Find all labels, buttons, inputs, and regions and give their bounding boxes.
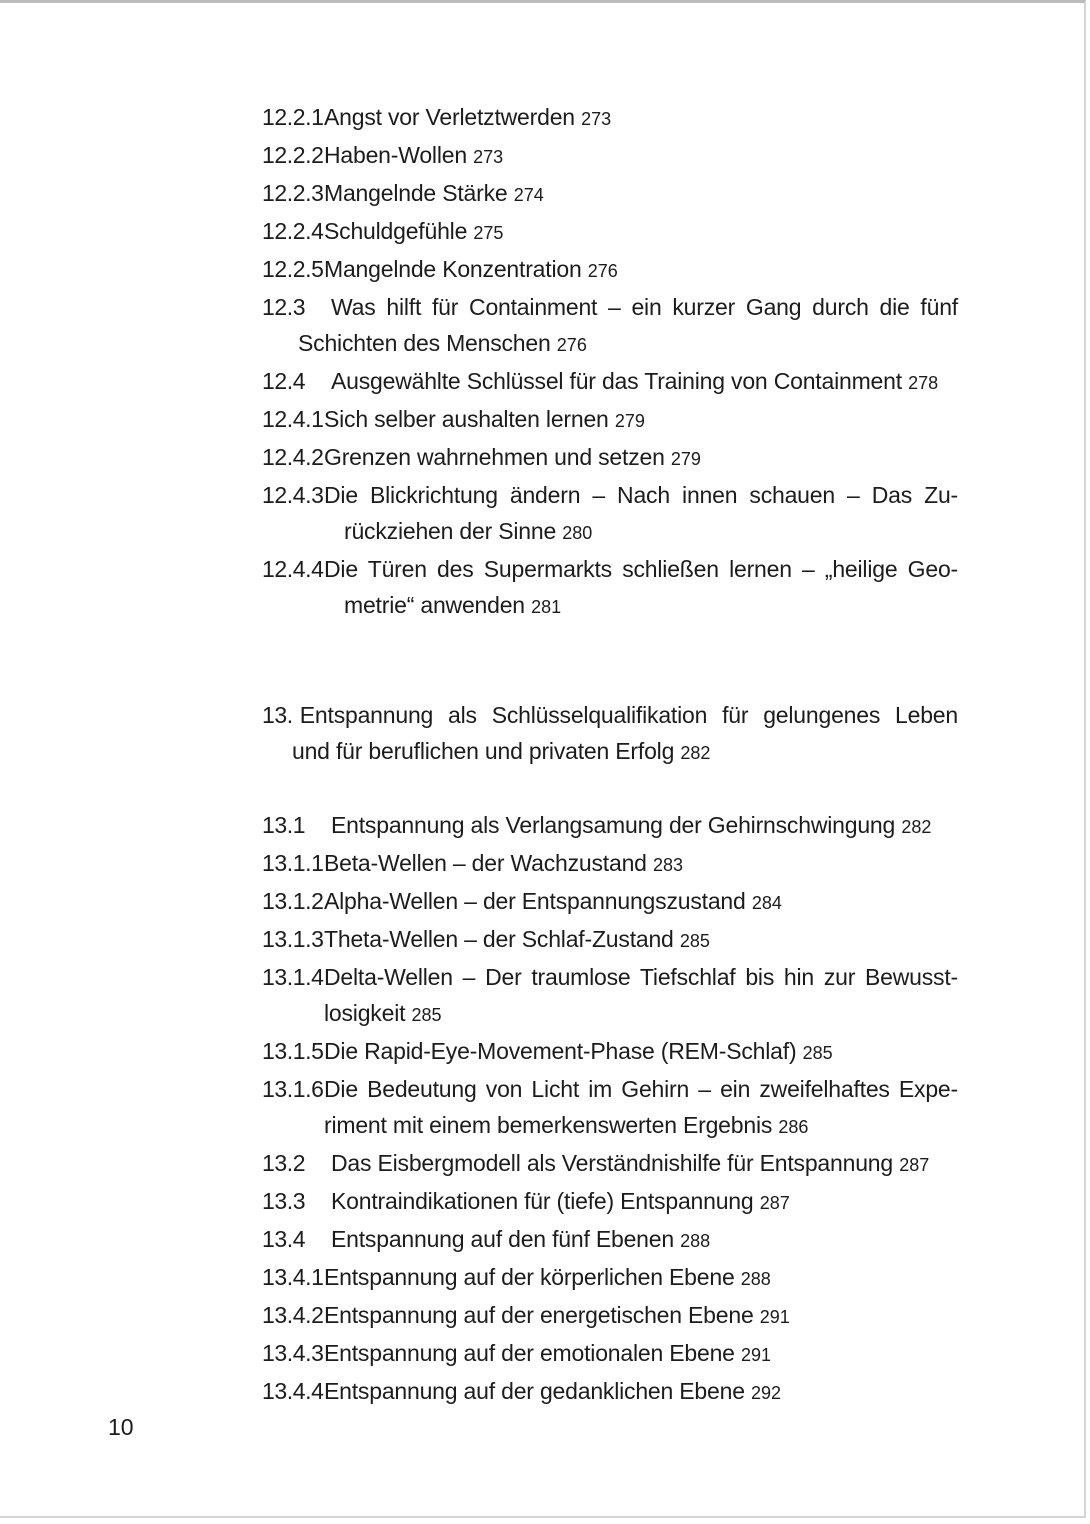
toc-entry-title: Delta-Wellen – Der traumlose Tiefschlaf bis hin zur Bewusst- — [324, 964, 958, 990]
toc-page-ref: 275 — [473, 223, 504, 243]
toc-entry-number: 12.2.2 — [262, 142, 324, 168]
toc-entry[interactable] — [262, 697, 958, 771]
toc-page-ref: 282 — [680, 743, 711, 763]
toc-entry-number: 13.4.4 — [262, 1378, 324, 1404]
toc-page-ref: 288 — [740, 1269, 771, 1289]
toc-entry-line — [262, 1033, 958, 1071]
toc-page-ref: 283 — [652, 855, 684, 875]
toc-entry-line — [262, 99, 958, 137]
toc-entry-line — [262, 1145, 958, 1183]
toc-entry-number: 13.1.2 — [262, 888, 324, 914]
toc-entry-line — [262, 1373, 958, 1411]
toc-entry-title: Schuldgefühle — [324, 218, 468, 244]
toc-entry-line — [262, 401, 958, 439]
toc-page-ref: 285 — [802, 1043, 833, 1063]
toc-entry-number: 13.4 — [262, 1226, 306, 1252]
toc-entry-line — [262, 1335, 958, 1373]
toc-entry-line — [262, 959, 958, 995]
toc-page-ref: 279 — [670, 449, 701, 469]
toc-entry-line — [262, 1071, 958, 1107]
toc-entry-line — [262, 513, 958, 551]
toc-entry-number: 12.4 — [262, 368, 306, 394]
toc-entry-number: 12.4.4 — [262, 556, 324, 582]
toc-page-ref: 287 — [759, 1193, 790, 1213]
toc-entry-title: Schichten des Menschen — [298, 330, 551, 356]
toc-entry-line — [262, 1221, 958, 1259]
toc-group-chapter-13-heading — [262, 697, 958, 771]
toc-entry-title: Entspannung auf der energetischen Ebene — [324, 1302, 754, 1328]
toc-entry[interactable] — [262, 1071, 958, 1145]
toc-entry-number: 12.4.3 — [262, 482, 324, 508]
toc-entry-title: riment mit einem bemerkenswerten Ergebnis — [324, 1112, 773, 1138]
toc-entry[interactable] — [262, 439, 958, 477]
toc-entry-title: metrie“ anwenden — [344, 592, 525, 618]
toc-entry-line — [262, 807, 958, 845]
toc-entry-line — [262, 733, 958, 771]
toc-entry[interactable] — [262, 1183, 958, 1221]
toc-entry-title: Mangelnde Stärke — [324, 180, 508, 206]
toc-entry-number: 13.1.3 — [262, 926, 324, 952]
toc-entry-title: Die Bedeutung von Licht im Gehirn – ein zweifelhaftes Expe- — [324, 1076, 958, 1102]
toc-entry-line — [262, 477, 958, 513]
toc-entry-line — [262, 697, 958, 733]
toc-entry-line — [262, 845, 958, 883]
toc-entry[interactable] — [262, 175, 958, 213]
toc-entry-number: 12.2.1 — [262, 104, 324, 130]
toc-entry-line — [262, 995, 958, 1033]
toc-page-ref: 291 — [740, 1345, 772, 1365]
toc-entry[interactable] — [262, 363, 958, 401]
toc-entry-number: 13.1.1 — [262, 850, 324, 876]
toc-entry-line — [262, 587, 958, 625]
toc-page-ref: 286 — [778, 1117, 809, 1137]
toc-page-ref: 279 — [614, 411, 645, 431]
toc-entry-title: Angst vor Verletztwerden — [324, 104, 575, 130]
page-number: 10 — [108, 1414, 134, 1440]
toc-page-ref: 273 — [581, 109, 612, 129]
toc-entry[interactable] — [262, 401, 958, 439]
toc-entry-title: Haben-Wollen — [324, 142, 467, 168]
toc-page-ref: 280 — [562, 523, 593, 543]
toc-page-ref: 291 — [759, 1307, 790, 1327]
toc-entry[interactable] — [262, 1335, 958, 1373]
toc-entry[interactable] — [262, 251, 958, 289]
toc-entry-line — [262, 1297, 958, 1335]
toc-entry-title: Die Türen des Supermarkts schließen lernen – „heilige Geo- — [324, 556, 958, 582]
toc-entry-number: 13.4.3 — [262, 1340, 324, 1366]
toc-page-ref: 281 — [531, 597, 562, 617]
toc-entry-title: Entspannung als Schlüsselqualifikation für gelungenes Leben — [299, 702, 958, 728]
toc-page-ref: 273 — [473, 147, 504, 167]
toc-entry[interactable] — [262, 477, 958, 551]
toc-page-ref: 276 — [587, 261, 618, 281]
toc-entry-line — [262, 883, 958, 921]
toc-page-ref: 274 — [513, 185, 544, 205]
toc-entry-title: losigkeit — [324, 1000, 406, 1026]
toc-entry-number: 13.1 — [262, 812, 306, 838]
toc-page-ref: 284 — [751, 893, 782, 913]
toc-entry-title: rückziehen der Sinne — [344, 518, 557, 544]
toc-entry[interactable] — [262, 1373, 958, 1411]
toc-entry-line — [262, 1183, 958, 1221]
toc-entry-title: Theta-Wellen – der Schlaf-Zustand — [324, 926, 674, 952]
toc-entry-title: Die Blickrichtung ändern – Nach innen schauen – Das Zu- — [324, 482, 958, 508]
toc-page-ref: 276 — [556, 335, 587, 355]
toc-entry[interactable] — [262, 845, 958, 883]
toc-entry-title: Grenzen wahrnehmen und setzen — [324, 444, 665, 470]
toc-entry-title: Was hilft für Containment – ein kurzer Gang durch die fünf — [331, 294, 958, 320]
toc-entry-line — [262, 213, 958, 251]
toc-page-ref: 288 — [680, 1231, 711, 1251]
toc-entry-line — [262, 325, 958, 363]
toc-entry[interactable] — [262, 1033, 958, 1071]
toc-entry[interactable] — [262, 883, 958, 921]
toc-entry-line — [262, 551, 958, 587]
toc-entry-title: Mangelnde Konzentration — [324, 256, 582, 282]
toc-entry[interactable] — [262, 1259, 958, 1297]
toc-entry[interactable] — [262, 921, 958, 959]
toc-entry-title: Entspannung auf der emotionalen Ebene — [324, 1340, 735, 1366]
toc-page-ref: 292 — [751, 1383, 782, 1403]
toc-entry-line — [262, 439, 958, 477]
toc-entry-number: 13.4.2 — [262, 1302, 324, 1328]
toc-entry-number: 12.4.2 — [262, 444, 324, 470]
toc-entry-line — [262, 1259, 958, 1297]
toc-entry[interactable] — [262, 1297, 958, 1335]
toc-entry-number: 13. — [262, 702, 293, 728]
toc-entry[interactable] — [262, 137, 958, 175]
toc-entry[interactable] — [262, 1145, 958, 1183]
toc-entry-number: 13.1.6 — [262, 1076, 324, 1102]
toc-entry[interactable] — [262, 1221, 958, 1259]
toc-entry-title: Die Rapid-Eye-Movement-Phase (REM-Schlaf) — [324, 1038, 797, 1064]
toc-entry-number: 12.2.4 — [262, 218, 324, 244]
toc-entry[interactable] — [262, 99, 958, 137]
toc-page-ref: 282 — [901, 817, 932, 837]
toc-entry[interactable] — [262, 289, 958, 363]
toc-page-ref: 287 — [899, 1155, 930, 1175]
toc-entry-title: Entspannung auf den fünf Ebenen — [331, 1226, 674, 1252]
toc-entry-line — [262, 137, 958, 175]
toc-page-ref: 285 — [679, 931, 710, 951]
toc-entry-number: 13.1.4 — [262, 964, 324, 990]
toc-entry[interactable] — [262, 213, 958, 251]
toc-entry-line — [262, 289, 958, 325]
toc-entry-title: Beta-Wellen – der Wachzustand — [324, 850, 647, 876]
toc-entry-title: Entspannung auf der körperlichen Ebene — [324, 1264, 735, 1290]
toc-entry[interactable] — [262, 959, 958, 1033]
toc-entry-title: und für beruflichen und privaten Erfolg — [292, 738, 675, 764]
toc-entry-line — [262, 251, 958, 289]
toc-entry-title: Sich selber aushalten lernen — [324, 406, 609, 432]
toc-entry-title: Das Eisbergmodell als Verständnishilfe für Entspannung — [331, 1150, 893, 1176]
toc-entry-number: 12.2.5 — [262, 256, 324, 282]
toc-entry-title: Kontraindikationen für (tiefe) Entspannung — [331, 1188, 754, 1214]
toc-entry-number: 13.4.1 — [262, 1264, 324, 1290]
toc-entry-line — [262, 175, 958, 213]
toc-entry-number: 12.3 — [262, 294, 306, 320]
toc-entry-number: 13.1.5 — [262, 1038, 324, 1064]
toc-page-ref: 278 — [908, 373, 939, 393]
toc-entry-number: 12.4.1 — [262, 406, 324, 432]
toc-entry-line — [262, 921, 958, 959]
toc-entry-number: 12.2.3 — [262, 180, 324, 206]
toc-page-ref: 285 — [411, 1005, 442, 1025]
toc-group-chapter-13 — [262, 807, 958, 1411]
toc-entry-title: Entspannung als Verlangsamung der Gehirnschwingung — [331, 812, 896, 838]
toc-entry-title: Entspannung auf der gedanklichen Ebene — [324, 1378, 745, 1404]
toc-entry[interactable] — [262, 807, 958, 845]
toc-entry-line — [262, 1107, 958, 1145]
toc-entry-line — [262, 363, 958, 401]
toc-entry-number: 13.2 — [262, 1150, 306, 1176]
toc-entry-number: 13.3 — [262, 1188, 306, 1214]
toc-entry-title: Alpha-Wellen – der Entspannungszustand — [324, 888, 746, 914]
toc-group-chapter-12 — [262, 99, 958, 625]
toc-entry-title: Ausgewählte Schlüssel für das Training von Containment — [331, 368, 902, 394]
table-of-contents — [262, 99, 958, 1411]
toc-entry[interactable] — [262, 551, 958, 625]
